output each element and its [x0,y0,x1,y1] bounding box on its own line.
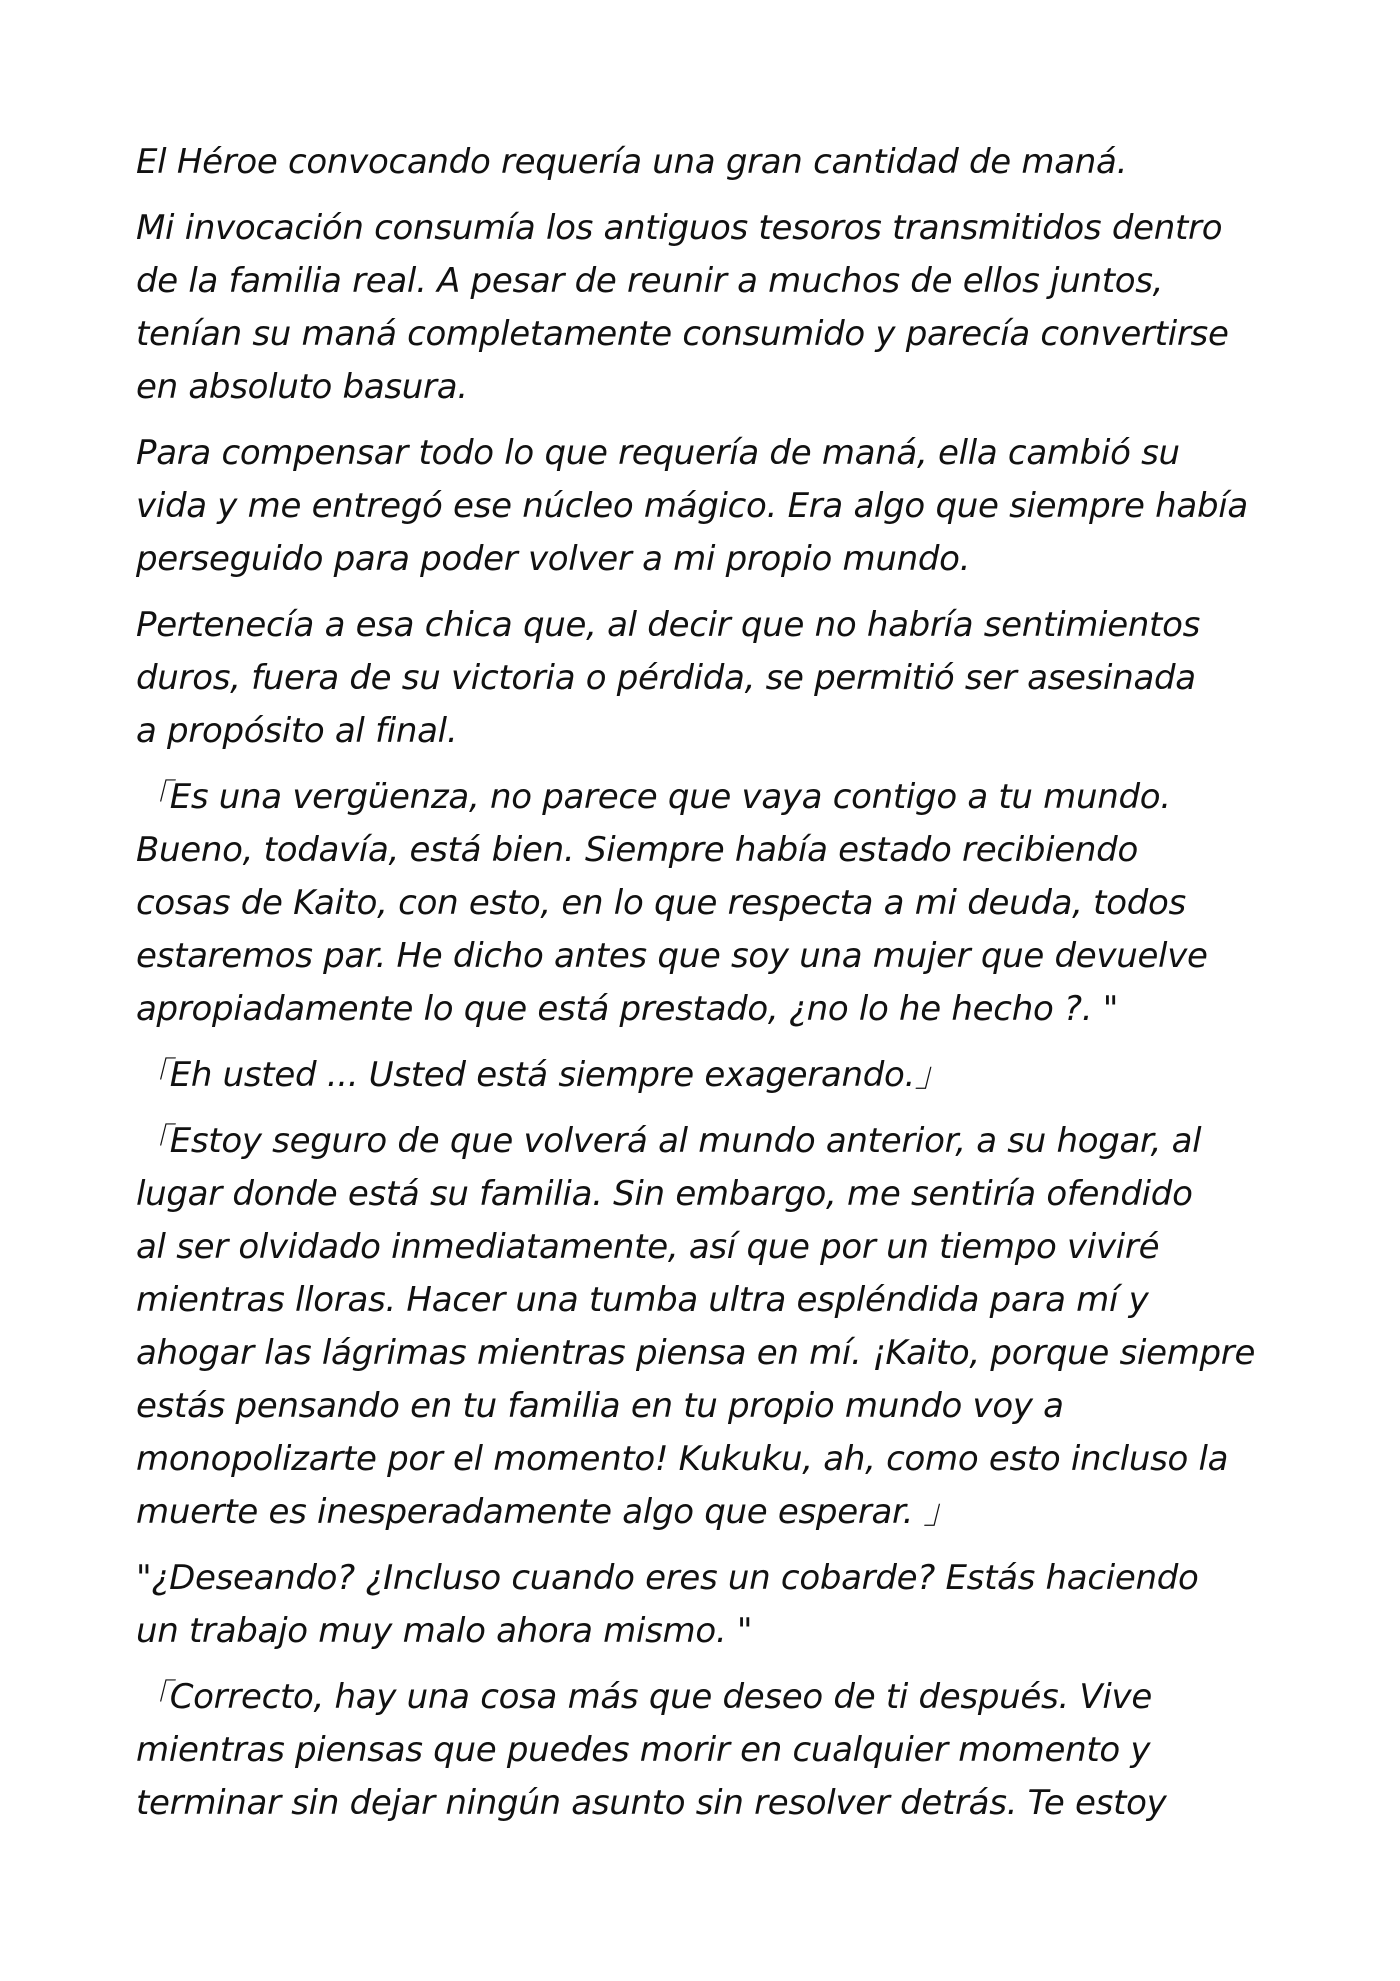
text-line: un trabajo muy malo ahora mismo. " [136,1611,753,1651]
text-line: vida y me entregó ese núcleo mágico. Era algo que siempre había [136,486,1248,526]
text-line: apropiadamente lo que está prestado, ¿no lo he hecho ?. " [136,989,1119,1029]
paragraph [136,427,1276,586]
text-line: Pertenecía a esa chica que, al decir que no habría sentimientos [136,605,1201,645]
text-line: 「Correcto, hay una cosa más que deseo de ti después. Vive [136,1677,1152,1717]
text-line: de la familia real. A pesar de reunir a muchos de ellos juntos, [136,261,1164,301]
text-line: en absoluto basura. [136,367,468,407]
text-line: perseguido para poder volver a mi propio mundo. [136,539,971,579]
text-line: Bueno, todavía, está bien. Siempre había estado recibiendo [136,830,1138,870]
paragraph [136,1671,1276,1830]
text-line: 「Estoy seguro de que volverá al mundo anterior, a su hogar, al [136,1121,1202,1161]
text-line: 「Es una vergüenza, no parece que vaya contigo a tu mundo. [136,777,1171,817]
text-line: a propósito al final. [136,711,458,751]
paragraph [136,1115,1276,1539]
text-line: 「Eh usted ... Usted está siempre exagerando.」 [136,1055,949,1095]
paragraph [136,771,1276,1036]
text-line: ahogar las lágrimas mientras piensa en mí. ¡Kaito, porque siempre [136,1333,1256,1373]
paragraph [136,136,1276,189]
text-line: duros, fuera de su victoria o pérdida, se permitió ser asesinada [136,658,1196,698]
text-line: terminar sin dejar ningún asunto sin resolver detrás. Te estoy [136,1783,1167,1823]
document-body [136,136,1276,1843]
text-line: lugar donde está su familia. Sin embargo, me sentiría ofendido [136,1174,1193,1214]
text-line: Para compensar todo lo que requería de maná, ella cambió su [136,433,1180,473]
paragraph [136,1552,1276,1658]
text-line: El Héroe convocando requería una gran cantidad de maná. [136,142,1128,182]
text-line: al ser olvidado inmediatamente, así que por un tiempo viviré [136,1227,1160,1267]
text-line: Mi invocación consumía los antiguos tesoros transmitidos dentro [136,208,1223,248]
text-line: cosas de Kaito, con esto, en lo que respecta a mi deuda, todos [136,883,1186,923]
paragraph [136,1049,1276,1102]
paragraph [136,599,1276,758]
text-line: estaremos par. He dicho antes que soy una mujer que devuelve [136,936,1208,976]
text-line: tenían su maná completamente consumido y parecía convertirse [136,314,1229,354]
text-line: "¿Deseando? ¿Incluso cuando eres un cobarde? Estás haciendo [136,1558,1199,1598]
text-line: estás pensando en tu familia en tu propio mundo voy a [136,1386,1064,1426]
text-line: mientras lloras. Hacer una tumba ultra espléndida para mí y [136,1280,1149,1320]
text-line: mientras piensas que puedes morir en cualquier momento y [136,1730,1151,1770]
text-line: muerte es inesperadamente algo que esperar. 」 [136,1492,958,1532]
text-line: monopolizarte por el momento! Kukuku, ah, como esto incluso la [136,1439,1229,1479]
paragraph [136,202,1276,414]
